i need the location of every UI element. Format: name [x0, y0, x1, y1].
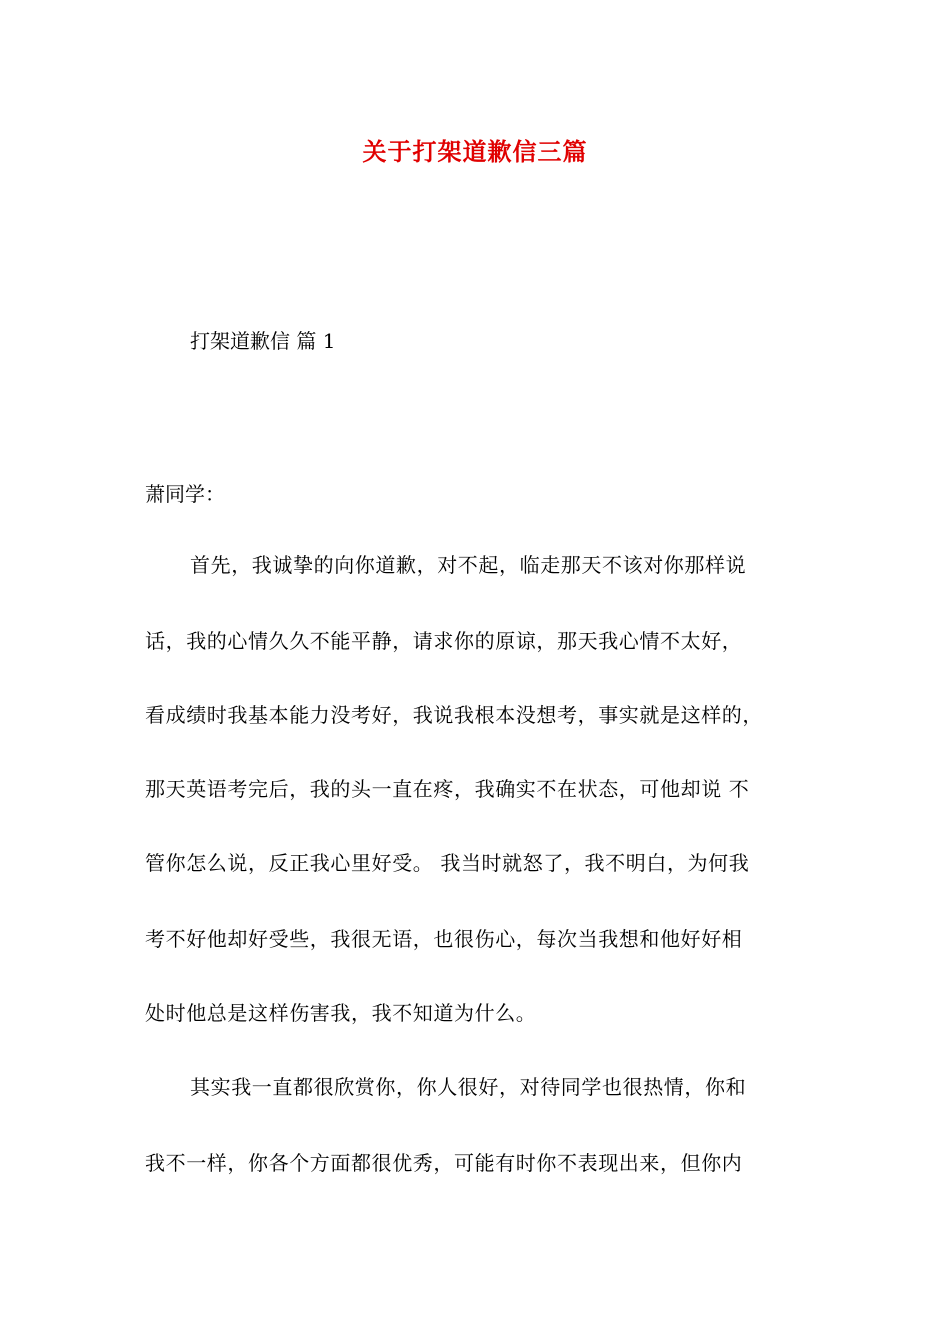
- document-title: 关于打架道歉信三篇: [362, 137, 588, 166]
- body-line: 处时他总是这样伤害我，我不知道为什么。: [145, 1001, 537, 1025]
- body-line: 其实我一直都很欣赏你，你人很好，对待同学也很热情，你和: [190, 1075, 747, 1099]
- body-line: 管你怎么说，反正我心里好受。 我当时就怒了，我不明白，为何我: [145, 851, 750, 875]
- body-line: 我不一样，你各个方面都很优秀，可能有时你不表现出来，但你内: [145, 1151, 743, 1175]
- body-line: 那天英语考完后，我的头一直在疼，我确实不在状态，可他却说 不: [145, 777, 750, 801]
- body-line: 首先，我诚挚的向你道歉，对不起，临走那天不该对你那样说: [190, 553, 747, 577]
- section-heading: 打架道歉信 篇 1: [190, 329, 336, 353]
- body-line: 考不好他却好受些，我很无语，也很伤心，每次当我想和他好好相: [145, 927, 743, 951]
- salutation: 萧同学：: [145, 482, 225, 506]
- body-line: 话，我的心情久久不能平静，请求你的原谅，那天我心情不太好，: [145, 629, 743, 653]
- body-line: 看成绩时我基本能力没考好，我说我根本没想考，事实就是这样的，: [145, 703, 763, 727]
